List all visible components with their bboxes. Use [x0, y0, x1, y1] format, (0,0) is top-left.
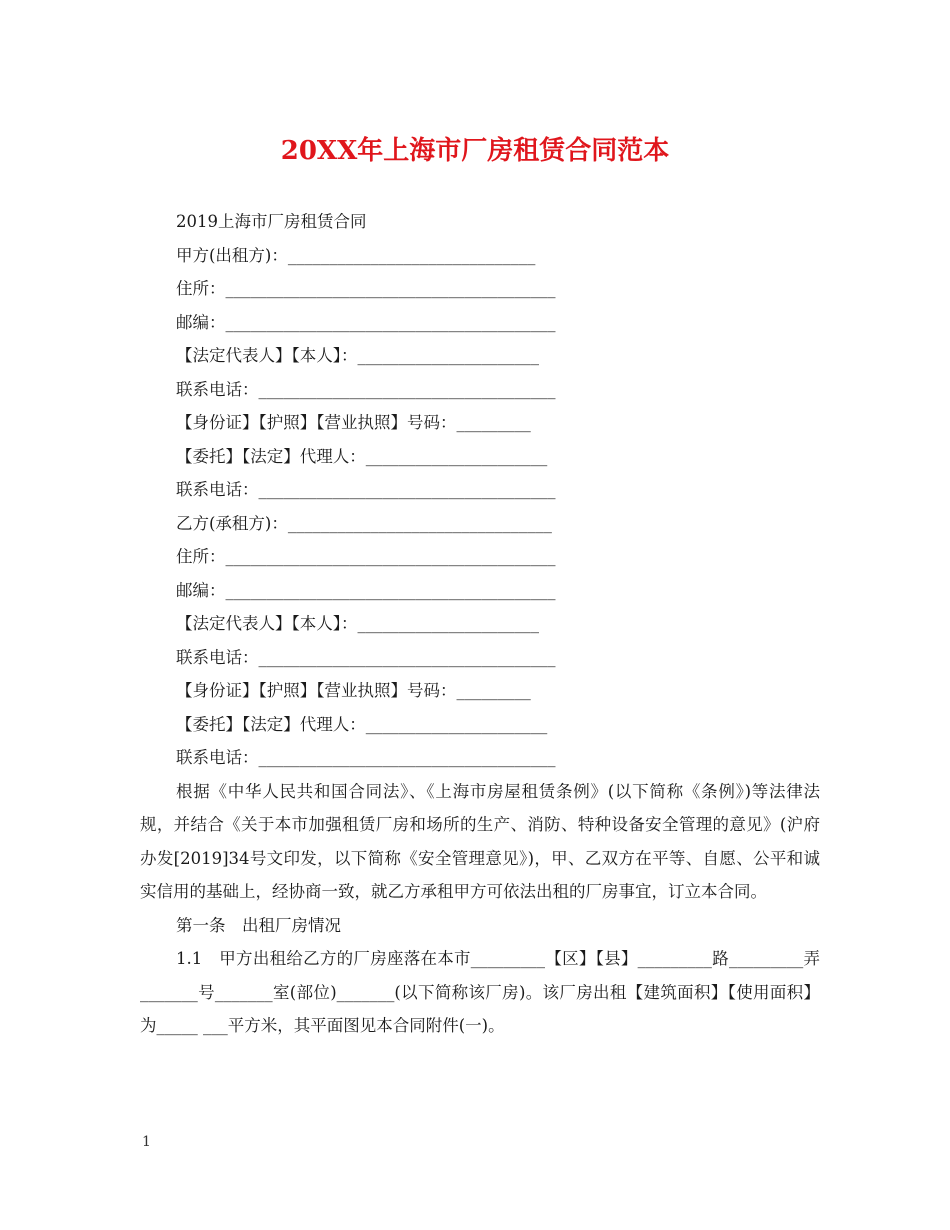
party-a-representative-field: 【法定代表人】【本人】：______________________ [176, 346, 539, 365]
party-a-agent-field: 【委托】【法定】代理人：______________________ [176, 446, 548, 466]
party-a-field: 甲方(出租方)：______________________________ [176, 245, 536, 265]
page-number: 1 [142, 1134, 151, 1150]
article-1-heading: 第一条 出租厂房情况 [176, 915, 341, 935]
party-b-representative-field: 【法定代表人】【本人】：______________________ [176, 614, 539, 633]
contract-body [140, 205, 820, 1043]
party-b-postcode-field: 邮编：________________________________________ [176, 580, 556, 600]
party-b-phone-field: 联系电话：____________________________________ [176, 647, 556, 667]
party-a-phone-field: 联系电话：____________________________________ [176, 379, 556, 399]
party-a-id-field: 【身份证】【护照】【营业执照】号码：_________ [176, 413, 531, 432]
clause-1-1-paragraph: 1.1 甲方出租给乙方的厂房座落在本市_________【区】【县】_________路_________弄_______号_______室(部位)_______(以下简称该厂房)。该厂房出租【建筑面积】【使用面积】为_____ ___平方米，其平面图见本合同附件(一)。 [140, 949, 820, 1035]
contract-subtitle: 2019上海市厂房租赁合同 [176, 212, 367, 231]
party-a-postcode-field: 邮编：________________________________________ [176, 312, 556, 332]
party-b-field: 乙方(承租方)：________________________________ [176, 513, 552, 533]
document-title: 20XX年上海市厂房租赁合同范本 [280, 136, 670, 166]
party-b-agent-phone-field: 联系电话：____________________________________ [176, 748, 556, 767]
party-a-agent-phone-field: 联系电话：____________________________________ [176, 480, 556, 499]
party-b-id-field: 【身份证】【护照】【营业执照】号码：_________ [176, 681, 531, 700]
party-a-address-field: 住所：________________________________________ [176, 279, 556, 298]
party-b-agent-field: 【委托】【法定】代理人：______________________ [176, 714, 548, 734]
preamble-paragraph: 根据《中华人民共和国合同法》、《上海市房屋租赁条例》(以下简称《条例》)等法律法规，并结合《关于本市加强租赁厂房和场所的生产、消防、特种设备安全管理的意见》(沪府办发[2019]34号文印发，以下简称《安全管理意见》)，甲、乙双方在平等、自愿、公平和诚实信用的基础上，经协商一致，就乙方承租甲方可依法出租的厂房事宜，订立本合同。 [140, 781, 820, 901]
party-b-address-field: 住所：________________________________________ [176, 547, 556, 566]
